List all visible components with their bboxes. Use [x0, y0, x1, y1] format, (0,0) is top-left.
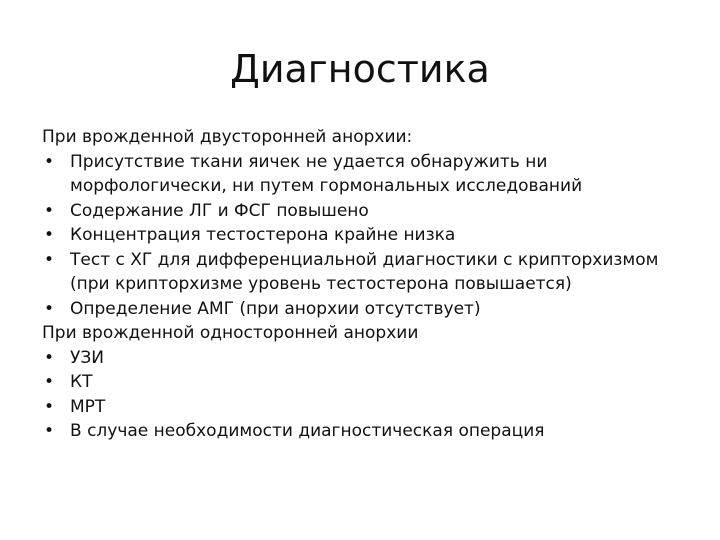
list-item-text: МРТ — [70, 396, 106, 417]
list-item — [42, 370, 682, 395]
bullet-icon: • — [44, 225, 55, 245]
bullet-icon: • — [44, 396, 55, 417]
list-item-text: УЗИ — [70, 347, 104, 368]
list-item-text: Тест с ХГ для дифференциальной диагностики с крипторхизмом (при крипторхизме уровень тестостерона повышается) — [70, 249, 659, 294]
list-item — [42, 346, 682, 371]
list-item — [42, 297, 682, 322]
list-item — [42, 150, 682, 199]
section-heading-unilateral: При врожденной односторонней анорхии — [42, 323, 419, 343]
bullet-icon: • — [44, 298, 55, 319]
list-item-text: КТ — [70, 372, 93, 392]
bullet-icon: • — [44, 151, 55, 172]
list-item — [42, 223, 682, 248]
unilateral-findings-list — [42, 346, 682, 444]
bullet-icon: • — [44, 347, 55, 368]
list-item-text: Определение АМГ (при анорхии отсутствует) — [70, 298, 481, 319]
section-heading-bilateral: При врожденной двусторонней анорхии: — [42, 127, 413, 147]
list-item-text: В случае необходимости диагностическая операция — [70, 421, 545, 441]
bullet-icon: • — [44, 421, 55, 441]
list-item — [42, 199, 682, 224]
list-item-text: Содержание ЛГ и ФСГ повышено — [70, 200, 369, 221]
slide-title: Диагностика — [230, 47, 490, 91]
bullet-icon: • — [44, 200, 55, 221]
list-item-text: Присутствие ткани яичек не удается обнаружить ни морфологически, ни путем гормональных исследований — [70, 151, 583, 196]
slide-content — [42, 125, 682, 444]
bullet-icon: • — [44, 372, 55, 392]
bullet-icon: • — [44, 249, 55, 270]
bilateral-findings-list — [42, 150, 682, 322]
list-item — [42, 419, 682, 444]
list-item — [42, 395, 682, 420]
list-item-text: Концентрация тестостерона крайне низка — [70, 225, 456, 245]
list-item — [42, 248, 682, 297]
